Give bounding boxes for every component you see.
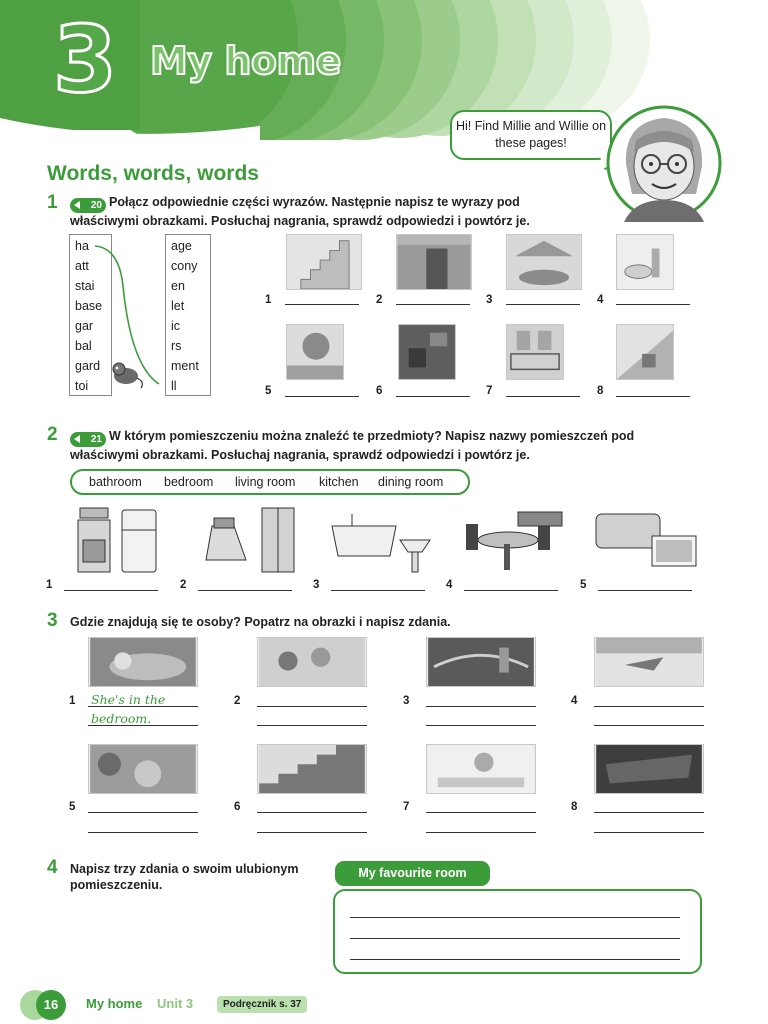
answer-line[interactable] [426,832,536,833]
footer-title: My home [86,996,143,1011]
exercise-3-instruction: Gdzie znajdują się te osoby? Popatrz na obrazki i napisz zdania. [70,615,451,629]
toilet-picture [616,234,674,290]
vocab-word: bedroom [164,475,214,489]
picture-label: 5 [265,385,272,397]
stairs-picture [286,234,362,290]
word-part-right: en [171,279,185,293]
audio-track-icon[interactable] [70,198,106,213]
picture-label: 1 [46,579,53,591]
matching-connector-line [95,236,175,398]
scene-label: 4 [571,695,578,707]
unit-title: My home [150,39,341,83]
coursebook-reference-badge: Podręcznik s. 37 [217,996,307,1013]
word-part-right: ic [171,319,181,333]
answer-line[interactable] [88,812,198,813]
word-part-left: gar [75,319,94,333]
scene-label: 2 [234,695,241,707]
writing-box-title: My favourite room [335,861,490,886]
answer-line[interactable] [396,396,470,397]
answer-line[interactable] [594,812,704,813]
example-answer-line1: She's in the [91,692,166,707]
sofa-and-tv-picture [594,506,698,574]
word-part-right: rs [171,339,182,353]
example-answer-line2: bedroom. [91,711,152,726]
answer-line[interactable] [88,706,198,707]
answer-line[interactable] [594,725,704,726]
answer-line[interactable] [426,706,536,707]
answer-line[interactable] [594,832,704,833]
unit-number: 3 [52,6,117,113]
scene-basement-picture [594,744,704,794]
bathtub-and-sink-picture [330,506,434,574]
word-part-right: ll [171,379,177,393]
picture-label: 2 [376,294,383,306]
answer-line[interactable] [426,725,536,726]
writing-box [333,889,702,974]
scene-attic-picture [594,637,704,687]
answer-line[interactable] [616,304,690,305]
answer-line[interactable] [616,396,690,397]
footer-unit: Unit 3 [157,996,194,1011]
answer-line[interactable] [598,590,692,591]
section-title: Words, words, words [47,162,259,185]
word-part-left: base [75,299,103,313]
vocab-word: kitchen [319,475,359,489]
audio-track-number: 21 [90,434,102,445]
scene-label: 7 [403,801,410,813]
writing-line[interactable] [350,938,680,939]
scene-label: 3 [403,695,410,707]
basement-picture [398,324,456,380]
exercise-1-instruction [70,194,590,229]
picture-label: 6 [376,385,383,397]
exercise-2-instruction-line1: W którym pomieszczeniu można znaleźć te przedmioty? Napisz nazwy pomieszczeń pod [109,429,635,443]
answer-line[interactable] [464,590,558,591]
word-part-left: toi [75,379,89,393]
picture-label: 1 [265,294,272,306]
picture-label: 5 [580,579,587,591]
writing-line[interactable] [350,959,680,960]
attic-picture [616,324,674,380]
balcony-picture [506,324,564,380]
word-part-left: bal [75,339,92,353]
answer-line[interactable] [426,812,536,813]
scene-label: 8 [571,801,578,813]
word-part-left: gard [75,359,101,373]
exercise-4-instruction [70,861,320,893]
picture-label: 3 [486,294,493,306]
answer-line[interactable] [257,812,367,813]
scene-kitchen-picture [257,637,367,687]
scene-bedroom-picture [88,637,198,687]
speech-bubble: Hi! Find Millie and Willie on these pages! [450,110,612,160]
stove-and-fridge-picture [76,506,160,574]
exercise-4-instruction-line2: pomieszczeniu. [70,878,163,892]
exercise-4-instruction-line1: Napisz trzy zdania o swoim ulubionym [70,862,299,876]
answer-line[interactable] [198,590,292,591]
picture-label: 3 [313,579,320,591]
page-number: 16 [36,990,66,1020]
word-part-right: let [171,299,185,313]
answer-line[interactable] [396,304,470,305]
answer-line[interactable] [506,304,580,305]
answer-line[interactable] [88,832,198,833]
picture-label: 2 [180,579,187,591]
audio-track-icon[interactable] [70,432,106,447]
word-part-left: stai [75,279,95,293]
scene-garden-picture [88,744,198,794]
answer-line[interactable] [257,725,367,726]
answer-line[interactable] [506,396,580,397]
answer-line[interactable] [285,396,359,397]
scene-label: 1 [69,695,76,707]
answer-line[interactable] [64,590,158,591]
vocabulary-box [70,469,470,495]
exercise-1-instruction-line2: właściwymi obrazkami. Posłuchaj nagrania, sprawdź odpowiedzi i powtórz je. [70,214,530,228]
dining-table-picture [464,506,564,574]
writing-line[interactable] [350,917,680,918]
exercise-1-number: 1 [47,192,58,213]
word-part-right: ment [171,359,199,373]
scene-label: 6 [234,801,241,813]
garden-picture [286,324,344,380]
vocab-word: bathroom [89,475,142,489]
word-part-left: att [75,259,89,273]
answer-line[interactable] [285,304,359,305]
exercise-2-instruction [70,428,690,463]
vocab-word: dining room [378,475,444,489]
scene-garage-picture [426,637,536,687]
picture-label: 8 [597,385,604,397]
scene-label: 5 [69,801,76,813]
exercise-1-instruction-line1: Połącz odpowiednie części wyrazów. Następnie napisz te wyrazy pod [109,195,520,209]
word-part-right: cony [171,259,198,273]
picture-label: 7 [486,385,493,397]
audio-track-number: 20 [90,200,102,211]
picture-label: 4 [597,294,604,306]
vocab-word: living room [235,475,296,489]
willie-mouse-icon [113,363,142,388]
exercise-2-number: 2 [47,424,58,445]
scene-bathroom-picture [426,744,536,794]
answer-line[interactable] [257,832,367,833]
exercise-2-instruction-line2: właściwymi obrazkami. Posłuchaj nagrania, sprawdź odpowiedzi i powtórz je. [70,448,530,462]
garage-picture [506,234,582,290]
answer-line[interactable] [88,725,198,726]
answer-line[interactable] [594,706,704,707]
answer-line[interactable] [257,706,367,707]
garden-gate-picture [396,234,472,290]
exercise-3-number: 3 [47,610,58,631]
word-part-right: age [171,239,192,253]
word-part-left: ha [75,239,89,253]
exercise-4-number: 4 [47,857,58,878]
millie-character-illustration [604,104,724,222]
scene-stairs-picture [257,744,367,794]
answer-line[interactable] [331,590,425,591]
picture-label: 4 [446,579,453,591]
bed-and-wardrobe-picture [204,506,296,574]
